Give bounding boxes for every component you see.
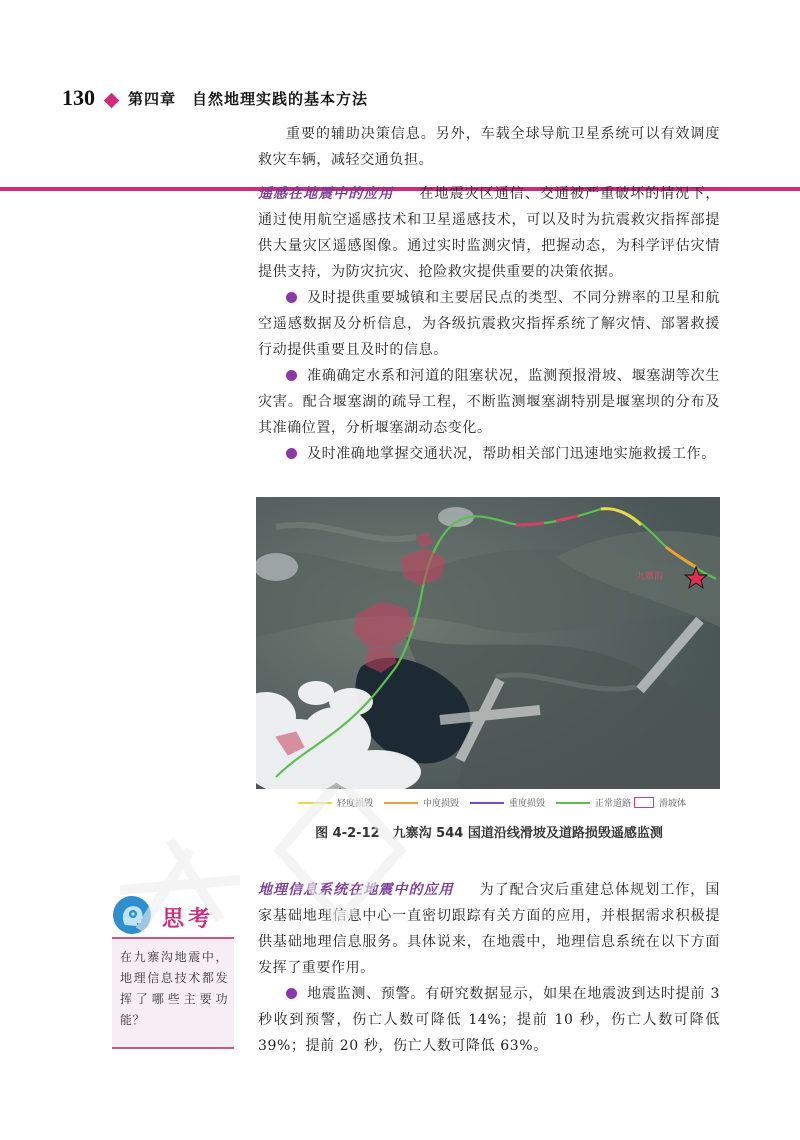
gis-intro-text: 为了配合灾后重建总体规划工作，国家基础地理信息中心一直密切跟踪有关方面的应用，并根据需求积极提供基础地理信息服务。具体说来，在地震中，地理信息系统在以下方面发挥了重要作用。 bbox=[258, 882, 720, 976]
bullet-icon bbox=[286, 448, 297, 459]
gis-section bbox=[258, 877, 720, 1059]
list-item bbox=[258, 285, 720, 363]
list-item-text: 准确确定水系和河道的阻塞状况，监测预报滑坡、堰塞湖等次生灾害。配合堰塞湖的疏导工程，不断监测堰塞湖特别是堰塞坝的分布及其准确位置，分析堰塞湖动态变化。 bbox=[258, 368, 720, 436]
list-item-text: 及时准确地掌握交通状况，帮助相关部门迅速地实施救援工作。 bbox=[307, 446, 716, 462]
satellite-image bbox=[256, 497, 720, 789]
bullet-icon bbox=[286, 370, 297, 381]
legend-label: 滑坡体 bbox=[659, 799, 687, 809]
figure-legend bbox=[256, 792, 720, 812]
legend-swatch-light-icon bbox=[298, 802, 332, 804]
list-item bbox=[258, 363, 720, 441]
bullet-icon bbox=[286, 292, 297, 303]
remote-sensing-heading: 遥感在地震中的应用 bbox=[258, 186, 394, 202]
list-item-text: 地震监测、预警。有研究数据显示，如果在地震波到达时提前 3 秒收到预警，伤亡人数可降低 14%；提前 10 秒，伤亡人数可降低 39%；提前 20 秒，伤亡人数可降低 63%。 bbox=[258, 986, 720, 1054]
legend-swatch-landslide-icon bbox=[634, 797, 654, 808]
satellite-map-graphic bbox=[256, 497, 720, 789]
list-item bbox=[258, 441, 720, 467]
gis-intro bbox=[258, 877, 720, 981]
list-item-text: 及时提供重要城镇和主要居民点的类型、不同分辨率的卫星和航空遥感数据及分析信息，为各级抗震救灾指挥系统了解灾情、部署救援行动提供重要且及时的信息。 bbox=[258, 290, 720, 358]
legend-swatch-normal-icon bbox=[556, 802, 590, 804]
legend-item bbox=[556, 796, 631, 809]
list-item bbox=[258, 981, 720, 1059]
legend-item bbox=[634, 796, 686, 809]
page-number: 130 bbox=[62, 85, 95, 110]
legend-item bbox=[470, 796, 545, 809]
diamond-icon bbox=[104, 93, 120, 109]
legend-label: 中度损毁 bbox=[423, 799, 460, 809]
map-label: 九寨沟 bbox=[636, 572, 664, 582]
legend-swatch-severe-icon bbox=[470, 802, 504, 804]
think-question: 在九寨沟地震中，地理信息技术都发挥了哪些主要功能？ bbox=[120, 950, 228, 1027]
figure-caption: 图 4-2-12 九寨沟 544 国道沿线滑坡及道路损毁遥感监测 bbox=[315, 826, 663, 841]
legend-item bbox=[298, 796, 373, 809]
think-title: 思考 bbox=[162, 907, 215, 932]
legend-label: 轻度损毁 bbox=[337, 799, 374, 809]
page-header bbox=[0, 76, 800, 120]
remote-sensing-intro bbox=[258, 181, 720, 285]
legend-swatch-moderate-icon bbox=[384, 802, 418, 804]
intro-paragraph bbox=[258, 121, 720, 173]
remote-sensing-intro-text: 在地震灾区通信、交通被严重破坏的情况下，通过使用航空遥感技术和卫星遥感技术，可以及时为抗震救灾指挥部提供大量灾区遥感图像。通过实时监测灾情，把握动态，为科学评估灾情提供支持，为防灾抗灾、抢险救灾提供重要的决策依据。 bbox=[258, 186, 720, 280]
bullet-icon bbox=[286, 988, 297, 999]
head-gear-icon bbox=[112, 895, 152, 935]
legend-label: 正常道路 bbox=[595, 799, 632, 809]
legend-item bbox=[384, 796, 459, 809]
think-box bbox=[112, 937, 234, 1049]
remote-sensing-section bbox=[258, 181, 720, 467]
legend-label: 重度损毁 bbox=[509, 799, 546, 809]
paragraph-text: 重要的辅助决策信息。另外，车载全球导航卫星系统可以有效调度救灾车辆，减轻交通负担。 bbox=[258, 126, 720, 168]
chapter-title: 第四章 自然地理实践的基本方法 bbox=[128, 90, 369, 108]
gis-heading: 地理信息系统在地震中的应用 bbox=[258, 882, 454, 898]
